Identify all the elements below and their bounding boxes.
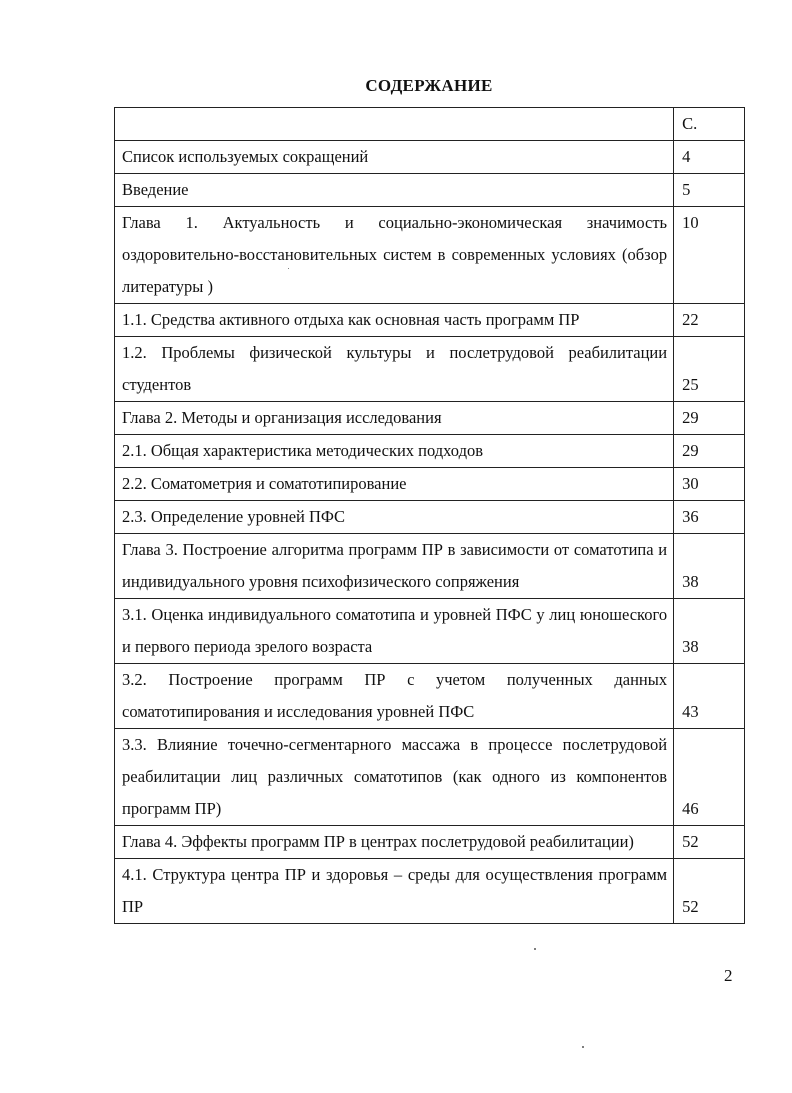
- toc-page: 38: [674, 599, 745, 664]
- toc-row: [115, 141, 745, 174]
- document-title: СОДЕРЖАНИЕ: [365, 76, 493, 95]
- toc-entry: 3.1. Оценка индивидуального соматотипа и уровней ПФС у лиц юношеского и первого периода зрелого возраста: [115, 599, 674, 664]
- toc-row: [115, 826, 745, 859]
- toc-entry: Введение: [115, 174, 674, 207]
- scan-speck: [288, 268, 289, 269]
- toc-entry: 3.3. Влияние точечно-сегментарного массажа в процессе послетрудовой реабилитации лиц различных соматотипов (как одного из компонентов программ ПР): [115, 729, 674, 826]
- toc-entry: Глава 4. Эффекты программ ПР в центрах послетрудовой реабилитации): [115, 826, 674, 859]
- toc-page: 5: [674, 174, 745, 207]
- toc-entry: 2.1. Общая характеристика методических подходов: [115, 435, 674, 468]
- toc-page: 52: [674, 826, 745, 859]
- toc-entry: 1.2. Проблемы физической культуры и послетрудовой реабилитации студентов: [115, 337, 674, 402]
- toc-page: 4: [674, 141, 745, 174]
- toc-entry: 2.2. Соматометрия и соматотипирование: [115, 468, 674, 501]
- toc-row: [115, 207, 745, 304]
- toc-entry: 2.3. Определение уровней ПФС: [115, 501, 674, 534]
- toc-page: 46: [674, 729, 745, 826]
- toc-row: [115, 501, 745, 534]
- toc-page: 43: [674, 664, 745, 729]
- toc-row: [115, 859, 745, 924]
- toc-entry: Глава 2. Методы и организация исследования: [115, 402, 674, 435]
- toc-entry: 1.1. Средства активного отдыха как основная часть программ ПР: [115, 304, 674, 337]
- toc-page: 52: [674, 859, 745, 924]
- toc-page: 38: [674, 534, 745, 599]
- toc-row: [115, 337, 745, 402]
- toc-row: [115, 534, 745, 599]
- scan-speck: [534, 948, 536, 950]
- toc-header-page-cell: С.: [674, 108, 745, 141]
- toc-row: [115, 402, 745, 435]
- toc-header-row: [115, 108, 745, 141]
- toc-page: 30: [674, 468, 745, 501]
- toc-entry: Глава 3. Построение алгоритма программ ПР в зависимости от соматотипа и индивидуального уровня психофизического сопряжения: [115, 534, 674, 599]
- toc-row: [115, 174, 745, 207]
- toc-entry: 3.2. Построение программ ПР с учетом полученных данных соматотипирования и исследования уровней ПФС: [115, 664, 674, 729]
- toc-page: 29: [674, 435, 745, 468]
- table-of-contents: [114, 107, 745, 924]
- toc-header-entry-cell: [115, 108, 674, 141]
- toc-page: 22: [674, 304, 745, 337]
- toc-row: [115, 664, 745, 729]
- toc-entry: Глава 1. Актуальность и социально-экономическая значимость оздоровительно-восстановительных систем в современных условиях (обзор литературы ): [115, 207, 674, 304]
- toc-page: 25: [674, 337, 745, 402]
- toc-row: [115, 468, 745, 501]
- toc-entry: 4.1. Структура центра ПР и здоровья – среды для осуществления программ ПР: [115, 859, 674, 924]
- scan-speck: [582, 1046, 584, 1048]
- toc-page: 10: [674, 207, 745, 304]
- page-number: 2: [724, 966, 733, 985]
- toc-page: 29: [674, 402, 745, 435]
- toc-entry: Список используемых сокращений: [115, 141, 674, 174]
- toc-page: 36: [674, 501, 745, 534]
- toc-row: [115, 729, 745, 826]
- toc-row: [115, 599, 745, 664]
- toc-row: [115, 435, 745, 468]
- toc-row: [115, 304, 745, 337]
